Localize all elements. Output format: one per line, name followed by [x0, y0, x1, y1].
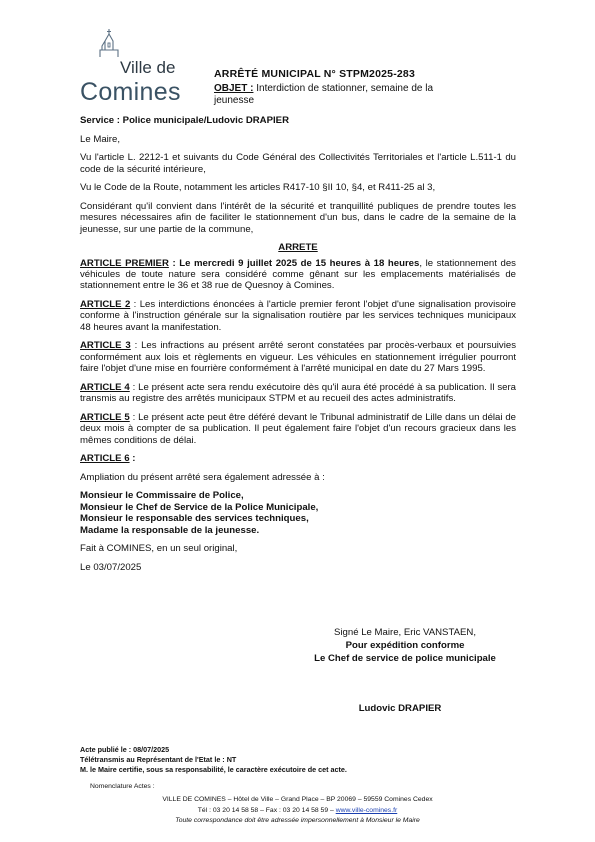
address-line-3: Toute correspondance doit être adressée impersonnellement à Monsieur le Maire — [175, 817, 420, 824]
article-5-label: ARTICLE 5 — [80, 411, 130, 423]
logo-comines-text: Comines — [80, 78, 181, 106]
fait-line: Fait à COMINES, en un seul original, — [80, 543, 238, 555]
ampliation-line: Ampliation du présent arrêté sera également adressée à : — [80, 471, 325, 483]
publication-footer — [80, 745, 347, 775]
article-6 — [80, 453, 516, 464]
address-footer — [0, 795, 595, 827]
footer-line-3: M. le Maire certifie, sous sa responsabilité, le caractère exécutoire de cet acte. — [80, 765, 347, 774]
article-2 — [80, 299, 516, 333]
logo-ville-text: Ville de — [120, 58, 176, 77]
city-logo — [80, 28, 195, 108]
article-4 — [80, 382, 516, 405]
vu-paragraph-2: Vu le Code de la Route, notamment les articles R417-10 §II 10, §4, et R411-25 al 3, — [80, 182, 436, 194]
recipient: Madame la responsable de la jeunesse. — [80, 524, 260, 536]
article-5 — [80, 412, 516, 446]
article-2-label: ARTICLE 2 — [80, 299, 131, 310]
document-header — [214, 68, 474, 107]
considerant-paragraph: Considérant qu'il convient dans l'intérêt de la sécurité et tranquillité publiques de prendre toutes les mesures nécessaires afin de faciliter le stationnement d'un bus, dans le cadre de la semaine de la jeunesse, sur une partie de la commune, — [80, 200, 516, 235]
article-3-label: ARTICLE 3 — [80, 340, 131, 352]
footer-line-1: Acte publié le : 08/07/2025 — [80, 745, 170, 754]
signature-line-1: Signé Le Maire, Eric VANSTAEN, — [334, 627, 476, 638]
footer-line-2: Télétransmis au Représentant de l'Etat le : NT — [80, 755, 237, 764]
article-1-emphasis: : Le mercredi 9 juillet 2025 de 15 heures à 18 heures — [168, 257, 420, 269]
article-3-text: : Les infractions au présent arrêté seront constatées par procès-verbaux et poursuivies conformément aux lois et règlements en vigueur. Les véhicules en stationnement irrégulier pourront faire l'objet d'une mise en fourrière conformément à l'arrêté municipal en date du 27 Mars 1995. — [80, 340, 516, 375]
article-2-text: : Les interdictions énoncées à l'article premier feront l'objet d'une signalisation provisoire conforme à l'instruction générale sur la signalisation routière par les services techniques municipaux 48 heures avant la manifestation. — [80, 299, 516, 333]
recipient: Monsieur le Commissaire de Police, — [80, 490, 244, 502]
objet-text: Interdiction de stationner, semaine de la jeunesse — [214, 83, 434, 106]
phone-fax-text: Tél : 03 20 14 58 58 – Fax : 03 20 14 58 59 – — [197, 806, 336, 814]
signatory-name: Ludovic DRAPIER — [358, 703, 442, 714]
date-line: Le 03/07/2025 — [80, 561, 142, 573]
address-line-2 — [0, 806, 595, 817]
vu-paragraph-1: Vu l'article L. 2212-1 et suivants du Code Général des Collectivités Territoriales et l'article L.511-1 du code de la sécurité intérieure, — [80, 152, 516, 175]
objet-label: OBJET : — [214, 83, 254, 94]
article-6-label: ARTICLE 6 — [80, 453, 130, 465]
recipient: Monsieur le Chef de Service de la Police Municipale, — [80, 501, 319, 513]
church-icon — [94, 28, 124, 58]
website-link[interactable]: www.ville-comines.fr — [335, 806, 398, 814]
article-1 — [80, 258, 516, 292]
maire-line: Le Maire, — [80, 133, 120, 145]
document-object — [214, 83, 474, 107]
recipient: Monsieur le responsable des services techniques, — [80, 513, 309, 525]
article-4-label: ARTICLE 4 — [80, 381, 130, 393]
document-body — [80, 115, 516, 580]
article-5-text: : Le présent acte peut être déféré devant le Tribunal administratif de Lille dans un délai de deux mois à compter de sa publication. Il peut également faire l'objet d'un recours gracieux dans les mêmes conditions de délai. — [80, 411, 516, 446]
signature-line-2: Pour expédition conforme — [345, 640, 465, 651]
article-4-text: : Le présent acte sera rendu exécutoire dès qu'il aura été procédé à sa publication. Il sera transmis au registre des arrêtés municipaux STPM et au recueil des actes administratifs. — [80, 381, 517, 405]
address-line-1: VILLE DE COMINES – Hôtel de Ville – Grand Place – BP 20069 – 59559 Comines Cedex — [162, 796, 433, 803]
article-6-text: : — [129, 453, 136, 465]
service-line: Service : Police municipale/Ludovic DRAPIER — [80, 115, 289, 126]
nomenclature-line: Nomenclature Actes : — [90, 783, 155, 790]
article-3 — [80, 340, 516, 374]
arrete-heading: ARRETE — [278, 242, 318, 254]
document-title: ARRÊTÉ MUNICIPAL N° STPM2025-283 — [214, 68, 416, 80]
article-1-label: ARTICLE PREMIER — [80, 257, 169, 269]
article-1-text: , le stationnement des véhicules de toute nature sera considéré comme gênant sur les emplacements matérialisés de stationnement entre le 36 et 38 rue de Quesnoy à Comines. — [80, 257, 516, 292]
signature-line-3: Le Chef de service de police municipale — [314, 653, 496, 664]
recipients-list — [80, 490, 516, 536]
signature-block — [280, 626, 530, 665]
